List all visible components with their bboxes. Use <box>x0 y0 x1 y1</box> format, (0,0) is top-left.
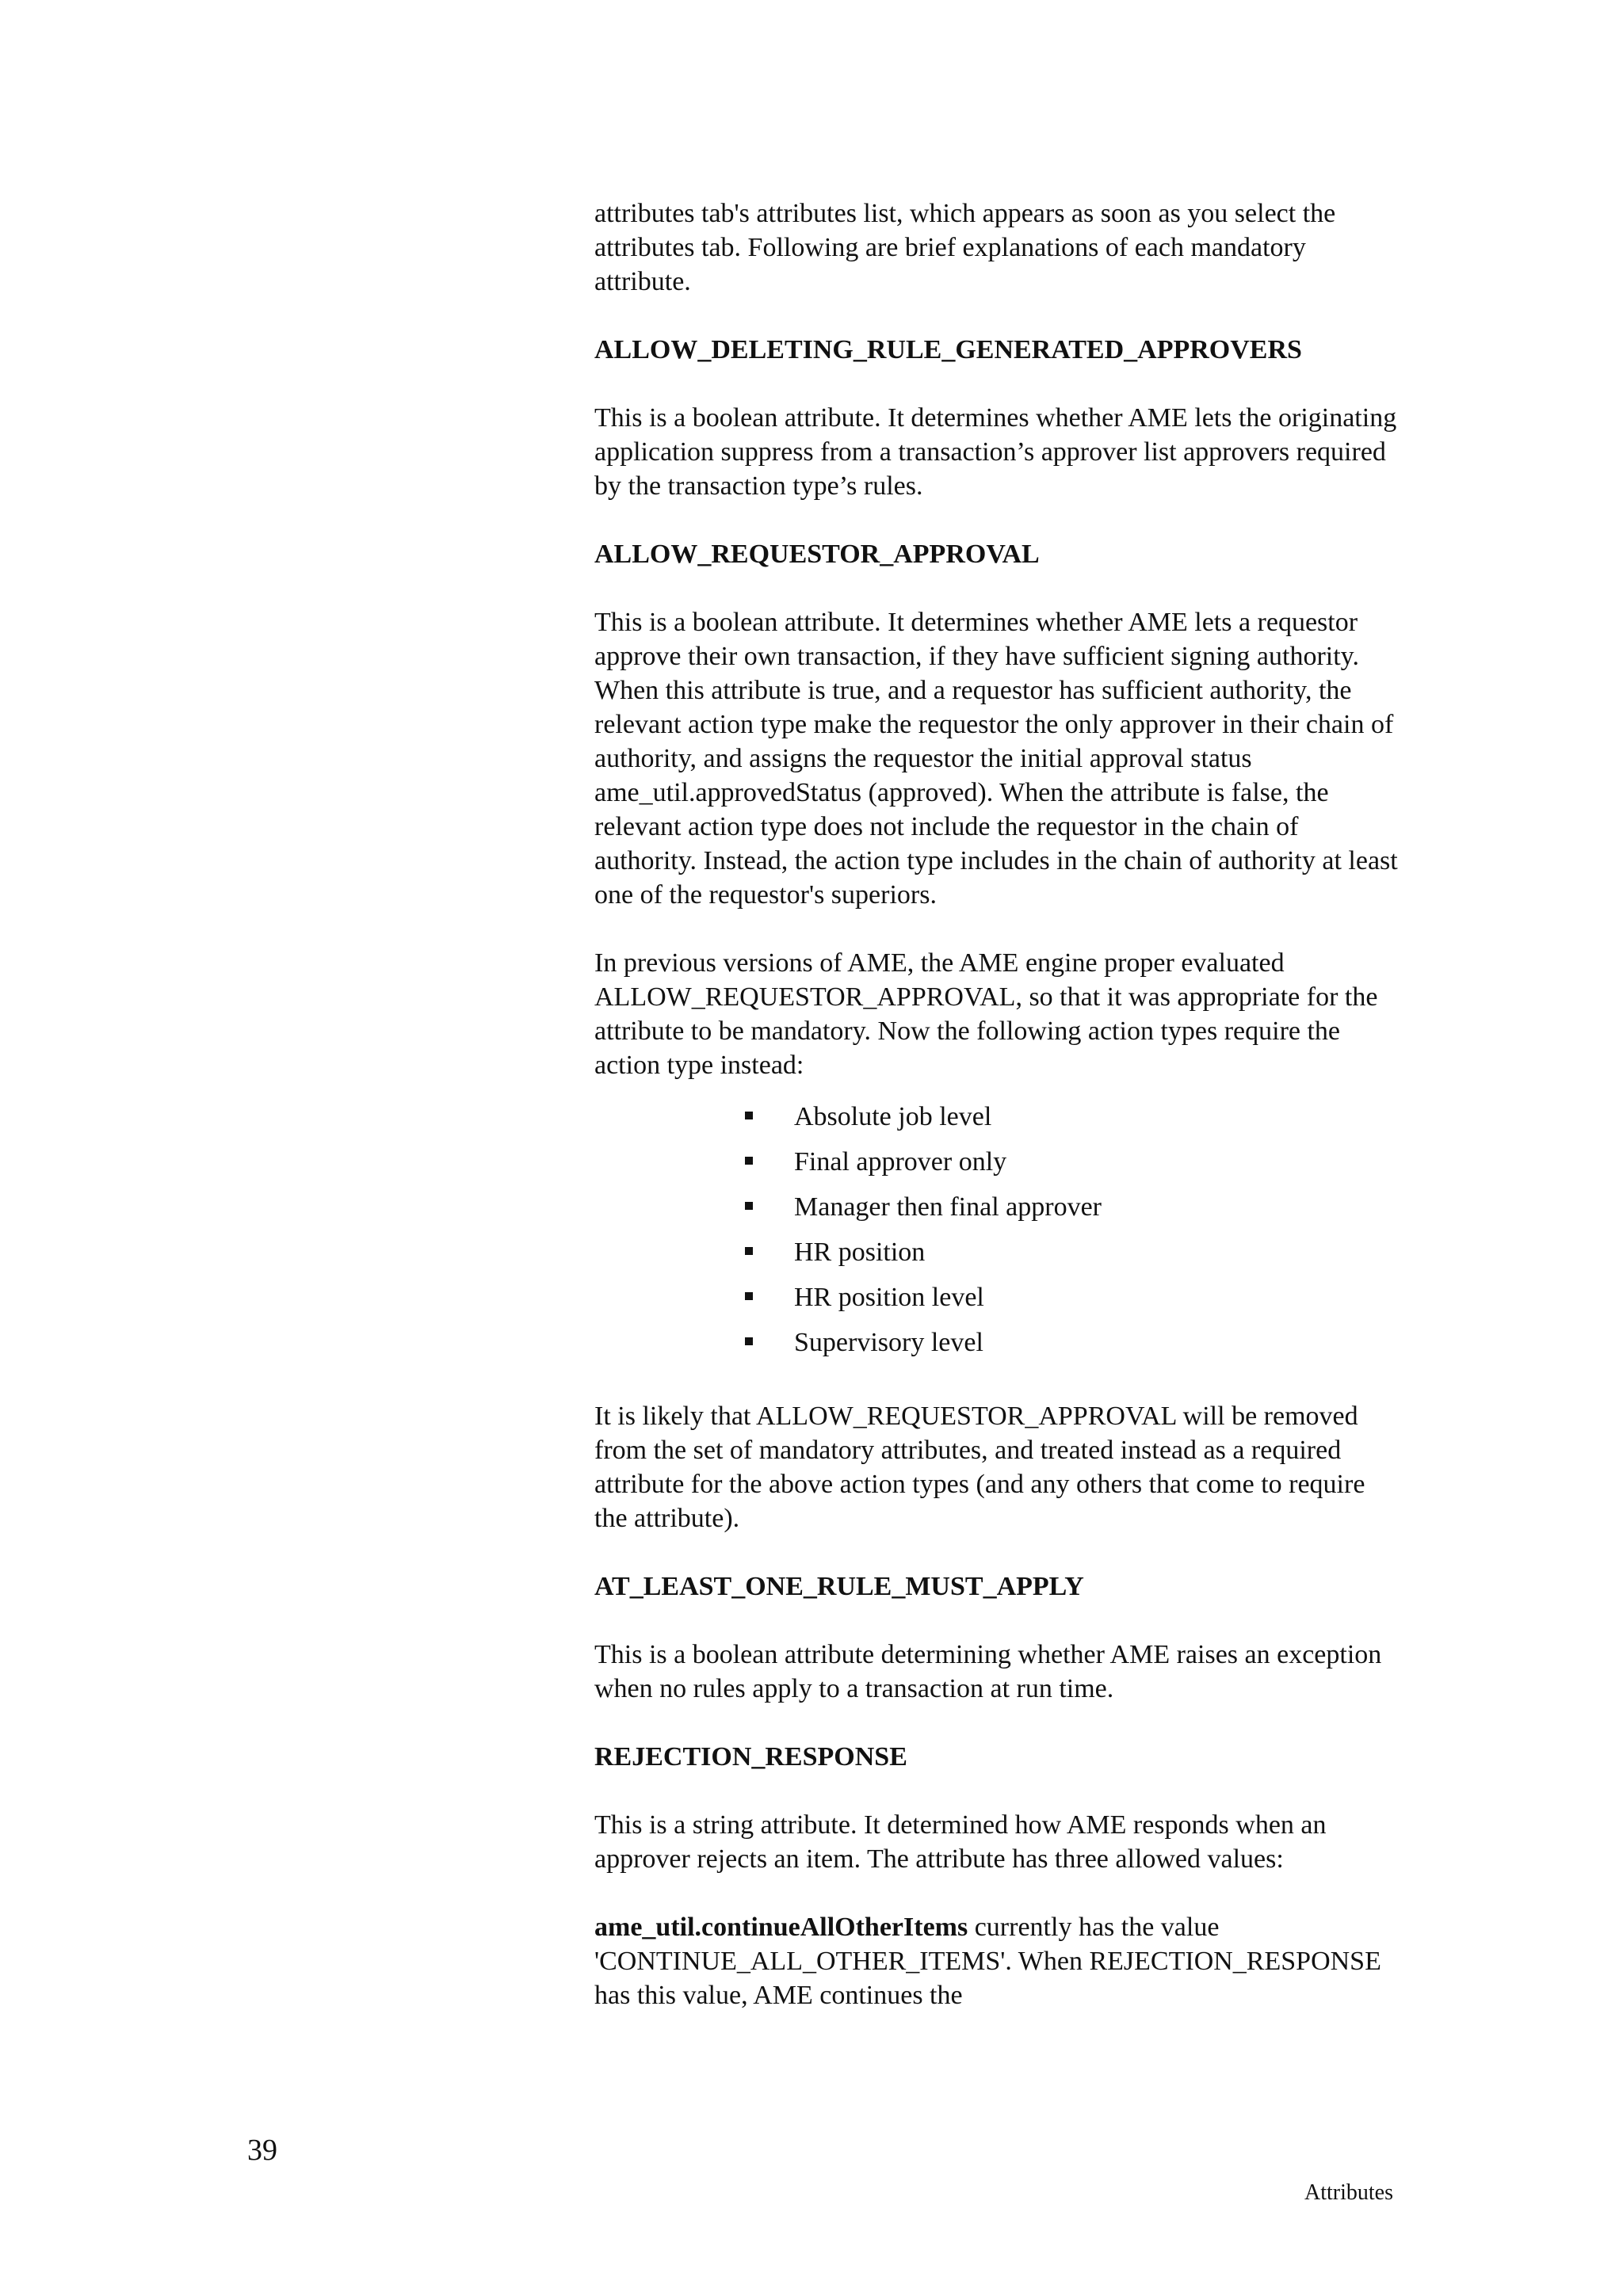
allow-requestor-description: This is a boolean attribute. It determines whether AME lets a requestor approve their own transaction, if they have sufficient signing authority. When this attribute is true, and a requestor has sufficient authority, the relevant action type make the requestor the only approver in their chain of authority, and assigns the requestor the initial approval status ame_util.approvedStatus (approved). When the attribute is false, the relevant action type does not include the requestor in the chain of authority. Instead, the action type includes in the chain of authority at least one of the requestor's superiors. <box>594 608 1398 910</box>
page-number: 39 <box>247 2134 277 2167</box>
allow-deleting-description: This is a boolean attribute. It determines whether AME lets the originating application suppress from a transaction’s approver list approvers required by the transaction type’s rules. <box>594 403 1397 501</box>
likely-removed-paragraph: It is likely that ALLOW_REQUESTOR_APPROVAL will be removed from the set of mandatory attributes, and treated instead as a required attribute for the above action types (and any others that come to require the attribute). <box>594 1402 1365 1533</box>
bullet-square-icon <box>745 1292 753 1300</box>
bullet-square-icon <box>745 1157 753 1165</box>
heading-rejection-response: REJECTION_RESPONSE <box>594 1742 907 1772</box>
heading-allow-deleting-rule-generated-approvers: ALLOW_DELETING_RULE_GENERATED_APPROVERS <box>594 335 1302 364</box>
continue-all-other-items-paragraph <box>594 1910 1403 2012</box>
value-name: ame_util.continueAllOtherItems <box>594 1913 968 1942</box>
bullet-square-icon <box>745 1202 753 1210</box>
footer-section-label: Attributes <box>1304 2180 1393 2205</box>
heading-at-least-one-rule-must-apply: AT_LEAST_ONE_RULE_MUST_APPLY <box>594 1572 1084 1601</box>
rejection-response-description: This is a string attribute. It determined how AME responds when an approver rejects an item. The attribute has three allowed values: <box>594 1810 1327 1874</box>
list-item: Manager then final approver <box>745 1184 1403 1230</box>
intro-paragraph: attributes tab's attributes list, which appears as soon as you select the attributes tab. Following are brief explanations of each mandatory attribute. <box>594 199 1336 296</box>
list-item: HR position level <box>745 1275 1403 1320</box>
bullet-square-icon <box>745 1112 753 1119</box>
action-type-list <box>594 1094 1403 1365</box>
heading-allow-requestor-approval: ALLOW_REQUESTOR_APPROVAL <box>594 540 1040 569</box>
bullet-square-icon <box>745 1247 753 1255</box>
bullet-square-icon <box>745 1337 753 1345</box>
list-item: HR position <box>745 1230 1403 1275</box>
at-least-one-description: This is a boolean attribute determining whether AME raises an exception when no rules apply to a transaction at run time. <box>594 1640 1382 1703</box>
list-item: Final approver only <box>745 1139 1403 1184</box>
previous-versions-paragraph: In previous versions of AME, the AME engine proper evaluated ALLOW_REQUESTOR_APPROVAL, so that it was appropriate for the attribute to be mandatory. Now the following action types require the action type instead: <box>594 948 1378 1080</box>
page-content <box>594 196 1403 2012</box>
list-item: Supervisory level <box>745 1320 1403 1365</box>
value-description: currently has the value 'CONTINUE_ALL_OTHER_ITEMS'. When REJECTION_RESPONSE has this value, AME continues the <box>594 1913 1381 2010</box>
list-item: Absolute job level <box>745 1094 1403 1139</box>
